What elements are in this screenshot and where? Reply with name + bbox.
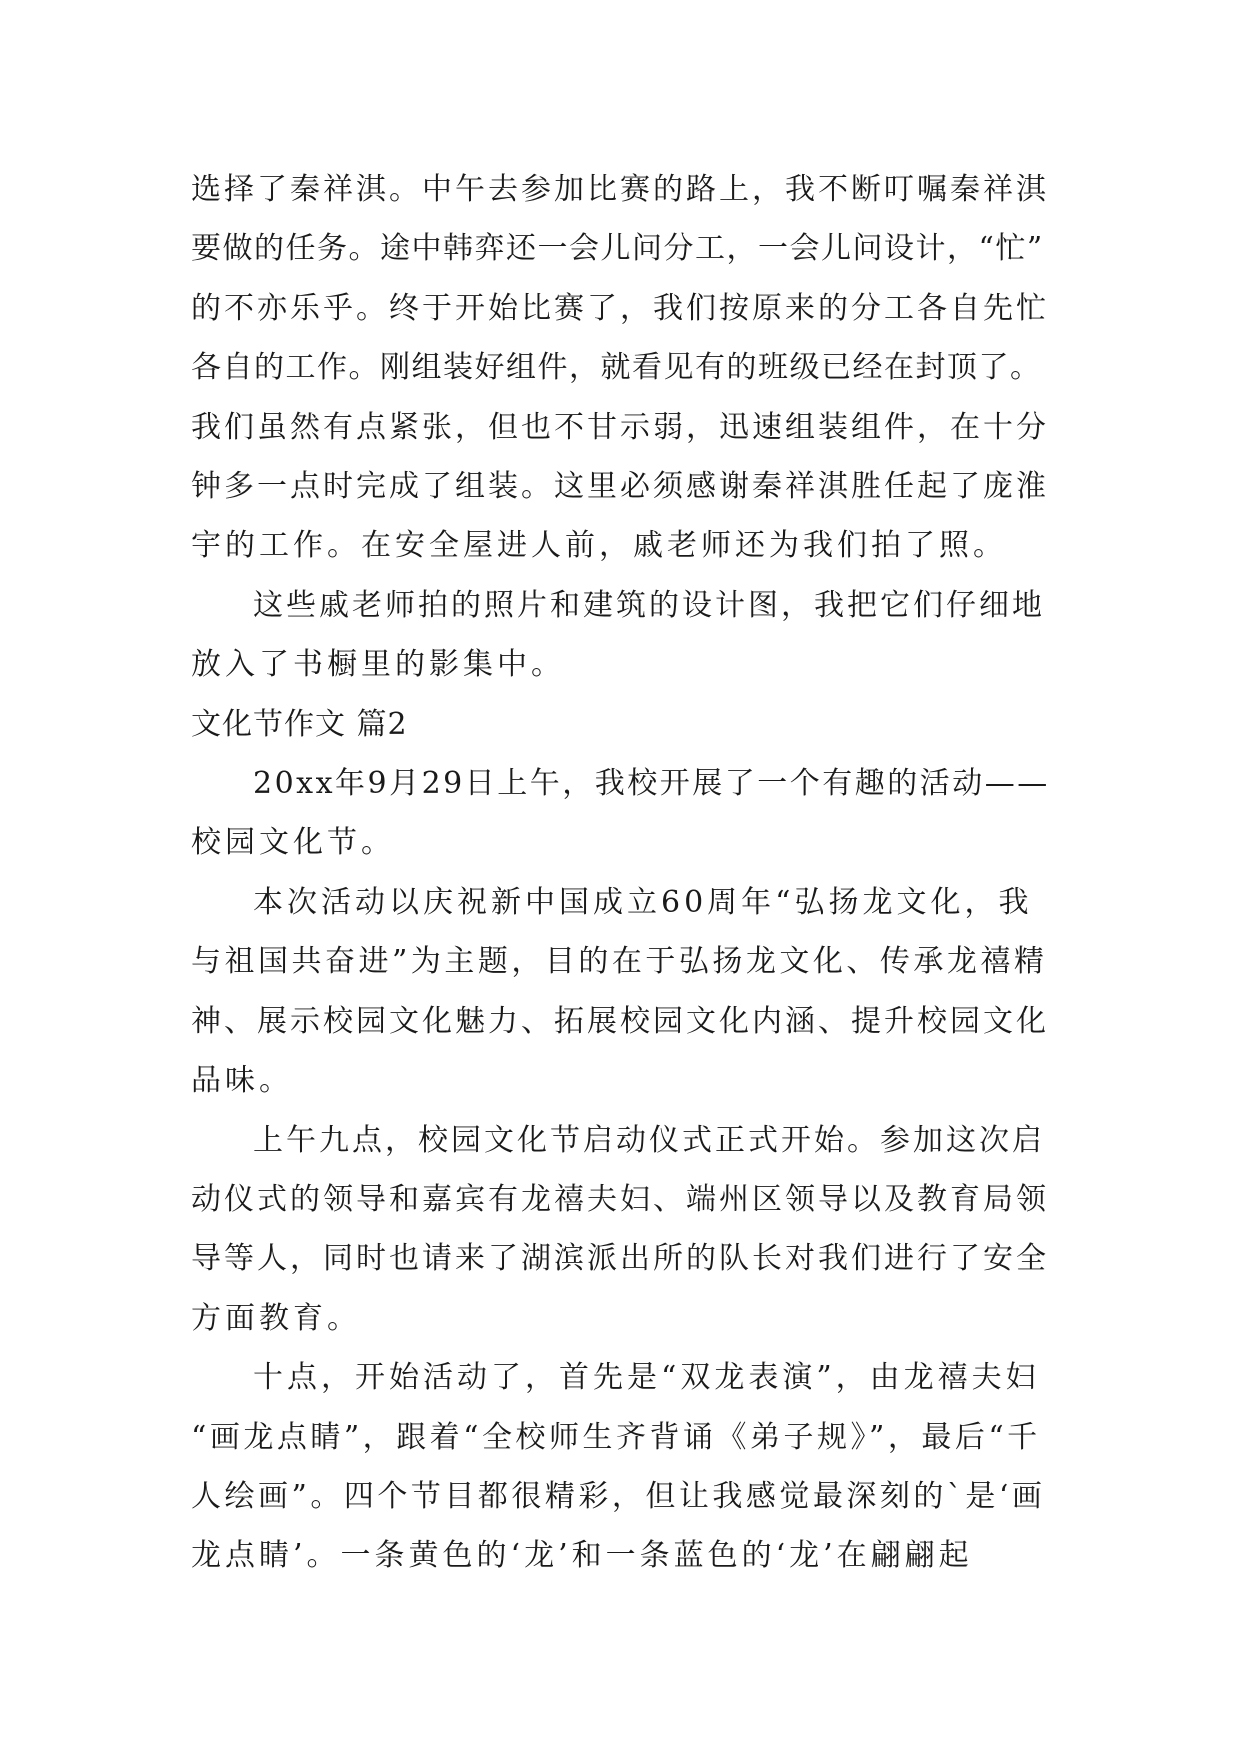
text-line: 人绘画”。四个节目都很精彩，但让我感觉最深刻的`是‘画 bbox=[191, 1478, 1046, 1514]
text-line: 选择了秦祥淇。中午去参加比赛的路上，我不断叮嘱秦祥淇 bbox=[191, 172, 1049, 207]
text-line: 动仪式的领导和嘉宾有龙禧夫妇、端州区领导以及教育局领 bbox=[191, 1181, 1049, 1217]
text-line: 各自的工作。刚组装好组件，就看见有的班级已经在封顶了。 bbox=[191, 350, 1042, 386]
text-line: 品味。 bbox=[191, 1063, 293, 1099]
paragraph-start-line: 上午九点，校园文化节启动仪式正式开始。参加这次启 bbox=[253, 1122, 1045, 1158]
text-line: 神、展示校园文化魅力、拓展校园文化内涵、提升校园文化 bbox=[191, 1003, 1049, 1039]
text-line: 方面教育。 bbox=[191, 1300, 361, 1336]
text-line: 校园文化节。 bbox=[191, 825, 395, 861]
paragraph-start-line: 这些戚老师拍的照片和建筑的设计图，我把它们仔细地 bbox=[253, 587, 1045, 623]
text-line: 导等人，同时也请来了湖滨派出所的队长对我们进行了安全 bbox=[191, 1241, 1049, 1277]
text-line: 钟多一点时完成了组装。这里必须感谢秦祥淇胜任起了庞淮 bbox=[191, 469, 1049, 505]
document-body bbox=[191, 160, 1051, 1586]
paragraph-start-line: 十点，开始活动了，首先是“双龙表演”，由龙禧夫妇 bbox=[253, 1360, 1040, 1396]
text-line: “画龙点睛”，跟着“全校师生齐背诵《弟子规》”，最后“千 bbox=[191, 1419, 1041, 1455]
paragraph-start-line: 20xx年9月29日上午，我校开展了一个有趣的活动—— bbox=[253, 766, 1050, 802]
text-line: 我们虽然有点紧张，但也不甘示弱，迅速组装组件，在十分 bbox=[191, 409, 1049, 445]
text-line: 与祖国共奋进”为主题，目的在于弘扬龙文化、传承龙禧精 bbox=[191, 944, 1048, 980]
text-line: 的不亦乐乎。终于开始比赛了，我们按原来的分工各自先忙 bbox=[191, 290, 1049, 326]
text-line: 龙点睛’。一条黄色的‘龙’和一条蓝色的‘龙’在翩翩起 bbox=[191, 1538, 973, 1574]
text-line: 要做的任务。途中韩弈还一会儿问分工，一会儿问设计，“忙” bbox=[191, 231, 1044, 267]
text-line: 放入了书橱里的影集中。 bbox=[191, 647, 565, 683]
section-heading: 文化节作文 篇2 bbox=[191, 706, 408, 742]
text-line: 宇的工作。在安全屋进人前，戚老师还为我们拍了照。 bbox=[191, 528, 1007, 564]
paragraph-start-line: 本次活动以庆祝新中国成立60周年“弘扬龙文化，我 bbox=[253, 884, 1033, 920]
